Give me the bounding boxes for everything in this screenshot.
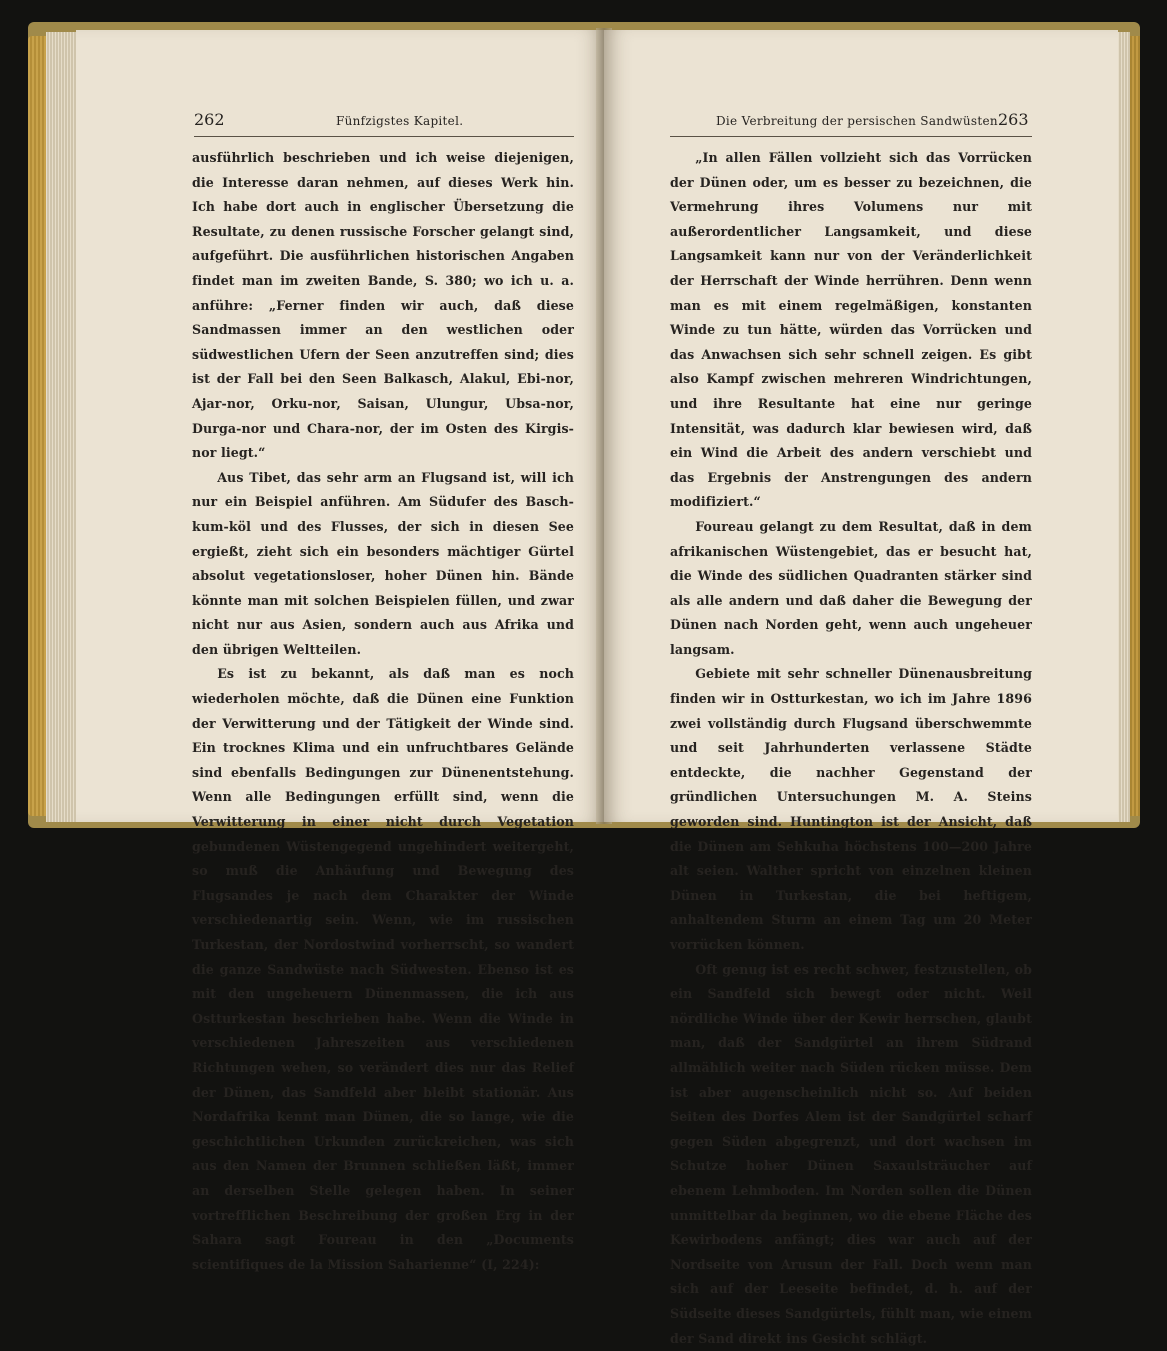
left-page-number: 262 [194, 110, 225, 129]
left-body-text [192, 146, 574, 1277]
right-body-text [670, 146, 1032, 1351]
paragraph: Gebiete mit sehr schneller Dünenausbreitung finden wir in Ostturkestan, wo ich im Jahre 1896 zwei vollständig durch Flugsand überschwemmte und seit Jahrhunderten verlassene Städte entdeckte, die nachher Gegenstand der gründlichen Untersuchungen M. A. Steins geworden sind. Huntington ist der Ansicht, daß die Dünen am Sehkuha höchstens 100—200 Jahre alt seien. Walther spricht von einzelnen kleinen Dünen in Turkestan, die bei heftigem, anhaltendem Sturm an einem Tag um 20 Meter vorrücken können. [670, 666, 1032, 952]
page-stack-right [1118, 32, 1130, 822]
paragraph: Es ist zu bekannt, als daß man es noch wiederholen möchte, daß die Dünen eine Funktion der Verwitterung und der Tätigkeit der Winde sind. Ein trocknes Klima und ein unfruchtbares Gelände sind ebenfalls Bedingungen zur Dünenentstehung. Wenn alle Bedingungen erfüllt sind, wenn die Verwitterung in einer nicht durch Vegetation gebundenen Wüstengegend ungehindert weitergeht, so muß die Anhäufung und Bewegung des Flugsandes je nach dem Charakter der Winde verschiedenartig sein. Wenn, wie im russischen Turkestan, der Nordostwind vorherrscht, so wandert die ganze Sandwüste nach Südwesten. Ebenso ist es mit den ungeheuern Dünenmassen, die ich aus Ostturkestan beschrieben habe. Wenn die Winde in verschiedenen Jahreszeiten aus verschiedenen Richtungen wehen, so verändert dies nur das Relief der Dünen, das Sandfeld aber bleibt stationär. Aus Nordafrika kennt man Dünen, die so lange, wie die geschichtlichen Urkunden zurückreichen, was sich aus den Namen der Brunnen schließen läßt, immer an derselben Stelle gelegen haben. In seiner vortrefflichen Beschreibung der großen Erg in der Sahara sagt Foureau in den „Documents scientifiques de la Mission Saharienne“ (I, 224): [192, 666, 574, 1272]
left-header-rule [194, 136, 574, 137]
paragraph: Aus Tibet, das sehr arm an Flugsand ist, will ich nur ein Beispiel anführen. Am Südufer des Basch-kum-köl und des Flusses, der sich in diesen See ergießt, zieht sich ein besonders mächtiger Gürtel absolut vegetationsloser, hoher Dünen hin. Bände könnte man mit solchen Beispielen füllen, und zwar nicht nur aus Asien, sondern auch aus Afrika und den übrigen Weltteilen. [192, 469, 574, 657]
left-page [76, 30, 604, 1272]
paragraph: ausführlich beschrieben und ich weise diejenigen, die Interesse daran nehmen, auf dieses Werk hin. Ich habe dort auch in englischer Übersetzung die Resultate, zu denen russische Forscher gelangt sind, aufgeführt. Die ausführlichen historischen Angaben findet man im zweiten Bande, S. 380; wo ich u. a. anführe: „Ferner finden wir auch, daß diese Sandmassen immer an den westlichen oder südwestlichen Ufern der Seen anzutreffen sind; dies ist der Fall bei den Seen Balkasch, Alakul, Ebi-nor, Ajar-nor, Orku-nor, Saisan, Ulungur, Ubsa-nor, Durga-nor und Chara-nor, der im Osten des Kirgis-nor liegt.“ [192, 150, 574, 461]
left-running-head: Fünfzigstes Kapitel. [336, 114, 464, 128]
right-running-head: Die Verbreitung der persischen Sandwüsten. [716, 114, 1003, 128]
page-stack-left [46, 32, 76, 822]
paragraph: „In allen Fällen vollzieht sich das Vorrücken der Dünen oder, um es besser zu bezeichnen, die Vermehrung ihres Volumens nur mit außerordentlicher Langsamkeit, und diese Langsamkeit kann nur von der Veränderlichkeit der Herrschaft der Winde herrühren. Denn wenn man es mit einem regelmäßigen, konstanten Winde zu tun hätte, würden das Vorrücken und das Anwachsen sich sehr schnell zeigen. Es gibt also Kampf zwischen mehreren Windrichtungen, und ihre Resultante hat eine nur geringe Intensität, was dadurch klar bewiesen wird, daß ein Wind die Arbeit des andern verschiebt und das Ergebnis der Anstrengungen des andern modifiziert.“ [670, 150, 1032, 510]
paragraph: Foureau gelangt zu dem Resultat, daß in dem afrikanischen Wüstengebiet, das er besucht hat, die Winde des südlichen Quadranten stärker sind als alle andern und daß daher die Bewegung der Dünen nach Norden geht, wenn auch ungeheuer langsam. [670, 518, 1032, 657]
paragraph: Oft genug ist es recht schwer, festzustellen, ob ein Sandfeld sich bewegt oder nicht. Weil nördliche Winde über der Kewir herrschen, glaubt man, daß der Sandgürtel an ihrem Südrand allmählich weiter nach Süden rücken müsse. Dem ist aber augenscheinlich nicht so. Auf beiden Seiten des Dorfes Alem ist der Sandgürtel scharf gegen Süden abgegrenzt, und dort wachsen im Schutze hoher Dünen Saxaulsträucher auf ebenem Lehmboden. Im Norden sollen die Dünen unmittelbar da beginnen, wo die ebene Fläche des Kewirbodens anfängt; dies war auch auf der Nordseite von Arusun der Fall. Doch wenn man sich auf der Leeseite befindet, d. h. auf der Südseite dieses Sandgürtels, fühlt man, wie einem der Sand direkt ins Gesicht schlägt. [670, 961, 1032, 1346]
book [28, 22, 1140, 1346]
right-page-number: 263 [998, 110, 1029, 129]
right-header-rule [670, 136, 1032, 137]
right-page [604, 30, 1118, 1346]
